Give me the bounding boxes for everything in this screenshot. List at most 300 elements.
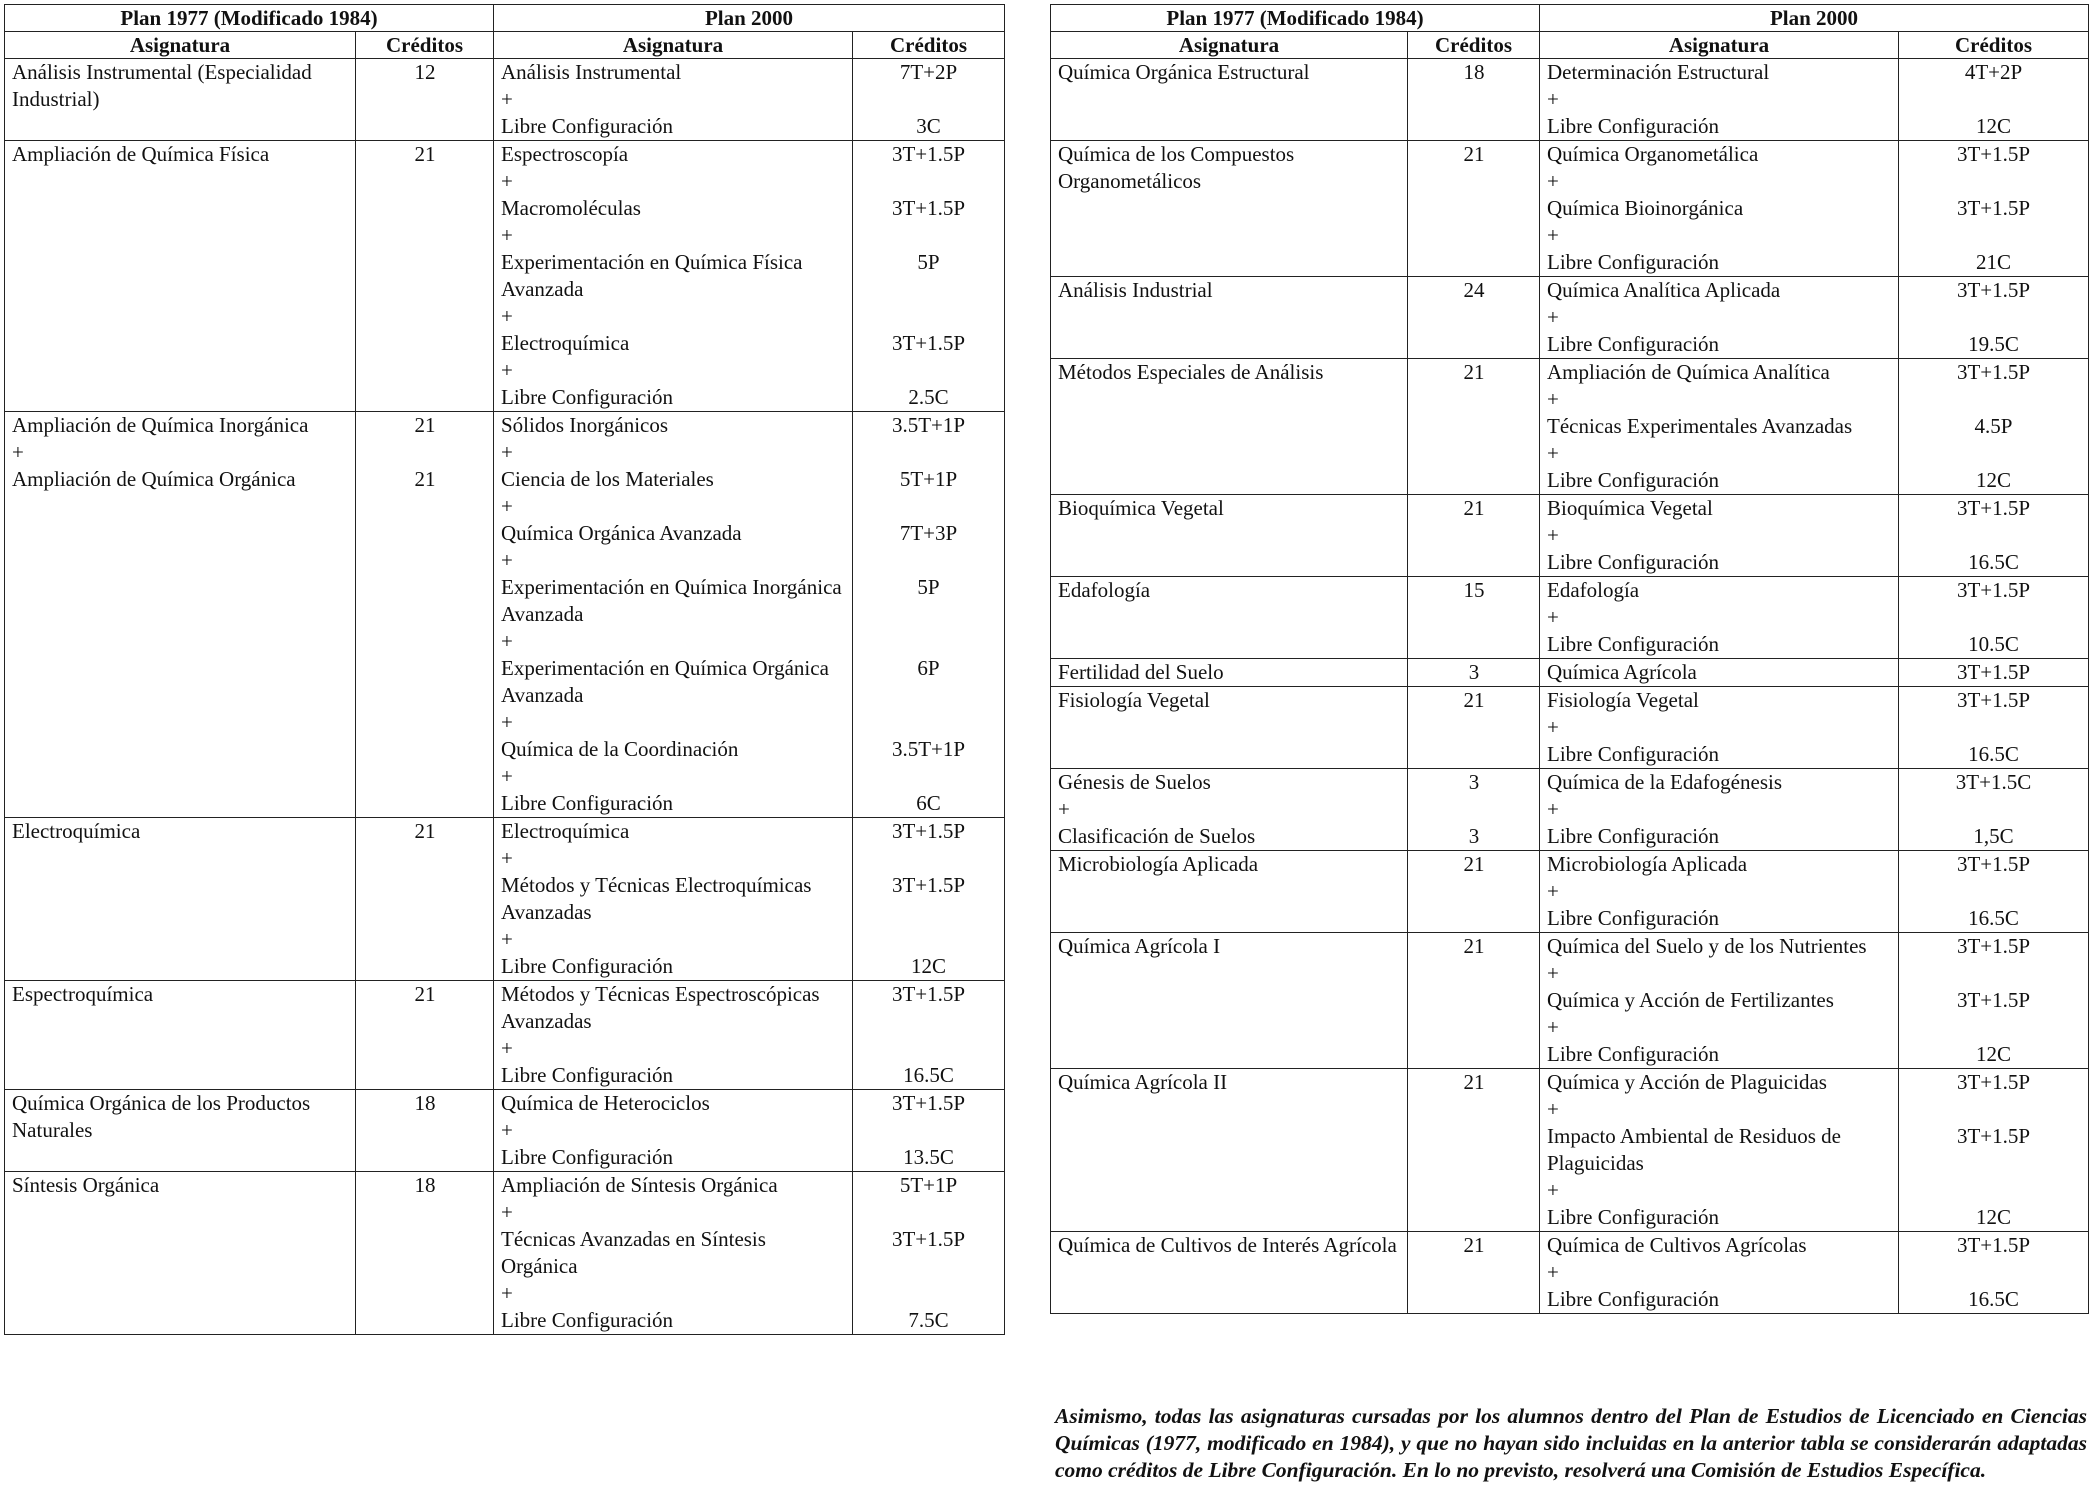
new-subjects-line: +	[501, 87, 513, 111]
col-credits-new-header: Créditos	[853, 32, 1005, 59]
col-credits-header: Créditos	[1408, 32, 1540, 59]
new-credits-line: 3T+1.5P	[891, 331, 966, 355]
new-credits-line	[857, 1035, 1000, 1062]
new-credits-line: 3T+1.5P	[891, 196, 966, 220]
old-credits-line: 12	[414, 60, 436, 84]
table-row	[1051, 1069, 2089, 1232]
new-subjects-line: Libre Configuración	[1547, 1205, 1720, 1229]
old-credits-line: 3	[1468, 770, 1480, 794]
new-subjects-line: +	[501, 494, 513, 518]
new-credits-line	[1903, 522, 2084, 549]
old-credits-cell	[1408, 769, 1540, 851]
new-subjects-cell	[1540, 577, 1899, 659]
new-subjects-line: +	[1547, 223, 1559, 247]
new-credits-line	[857, 222, 1000, 249]
new-credits-line: 3T+1.5C	[1955, 770, 2032, 794]
new-subjects-cell	[494, 981, 853, 1090]
new-subjects-line: +	[501, 304, 513, 328]
new-credits-line: 3T+1.5P	[1956, 278, 2031, 302]
new-credits-line: 3T+1.5P	[1956, 660, 2031, 684]
new-subjects-line: Impacto Ambiental de Residuos de Plaguicidas	[1547, 1124, 1841, 1175]
table-row	[5, 59, 1005, 141]
new-credits-line	[1903, 1177, 2084, 1204]
new-credits-line: 6C	[916, 791, 941, 815]
old-subject-line: Química Orgánica de los Productos Naturales	[12, 1091, 311, 1142]
new-credits-line	[1903, 440, 2084, 467]
old-subject-line: Química de Cultivos de Interés Agrícola	[1058, 1233, 1397, 1257]
old-subject-line: Espectroquímica	[12, 982, 154, 1006]
new-credits-line	[857, 763, 1000, 790]
new-credits-line: 3T+1.5P	[1956, 852, 2031, 876]
new-credits-cell	[1899, 687, 2089, 769]
new-credits-line: 16.5C	[1968, 742, 2019, 766]
new-subjects-line: Libre Configuración	[501, 1308, 674, 1332]
new-subjects-line: +	[501, 1118, 513, 1142]
new-subjects-line: +	[501, 440, 513, 464]
new-subjects-line: Química y Acción de Plaguicidas	[1547, 1070, 1827, 1094]
new-credits-cell	[1899, 59, 2089, 141]
new-subjects-line: +	[1547, 715, 1559, 739]
new-credits-line	[1903, 1259, 2084, 1286]
new-credits-line: 3T+1.5P	[1956, 688, 2031, 712]
old-subject-cell	[1051, 769, 1408, 851]
new-credits-cell	[853, 59, 1005, 141]
new-credits-line	[1903, 386, 2084, 413]
new-subjects-line: +	[1547, 1260, 1559, 1284]
new-subjects-line: +	[1547, 441, 1559, 465]
new-subjects-line: +	[501, 169, 513, 193]
new-subjects-line: +	[1547, 523, 1559, 547]
new-credits-line: 3T+1.5P	[1956, 142, 2031, 166]
new-subjects-line: Libre Configuración	[501, 1063, 674, 1087]
table-row	[1051, 495, 2089, 577]
new-subjects-line: Métodos y Técnicas Electroquímicas Avanzadas	[501, 873, 812, 924]
new-credits-line: 5T+1P	[899, 1173, 958, 1197]
old-subject-cell	[5, 141, 356, 412]
new-subjects-line: +	[501, 764, 513, 788]
new-subjects-line: +	[501, 358, 513, 382]
new-credits-line: 3.5T+1P	[891, 737, 966, 761]
new-subjects-line: Libre Configuración	[1547, 906, 1720, 930]
new-subjects-line: Libre Configuración	[1547, 332, 1720, 356]
new-subjects-line: Ampliación de Síntesis Orgánica	[501, 1173, 778, 1197]
new-subjects-line: +	[1547, 87, 1559, 111]
old-credits-line: 21	[1463, 852, 1485, 876]
new-subjects-line: Libre Configuración	[1547, 114, 1720, 138]
old-credits-cell	[1408, 933, 1540, 1069]
new-credits-cell	[853, 1172, 1005, 1335]
new-subjects-line: Libre Configuración	[1547, 1042, 1720, 1066]
new-subjects-line: +	[501, 548, 513, 572]
new-subjects-cell	[494, 1090, 853, 1172]
new-credits-line: 21C	[1975, 250, 2011, 274]
new-credits-line	[1903, 960, 2084, 987]
new-subjects-line: +	[1547, 305, 1559, 329]
old-subject-cell	[1051, 577, 1408, 659]
new-credits-line	[857, 439, 1000, 466]
new-subjects-line: +	[1547, 169, 1559, 193]
plan-new-header: Plan 2000	[1540, 5, 2089, 32]
new-credits-line	[857, 168, 1000, 195]
col-credits-new-header: Créditos	[1899, 32, 2089, 59]
new-credits-cell	[1899, 359, 2089, 495]
new-subjects-cell	[1540, 1069, 1899, 1232]
old-credits-cell	[1408, 141, 1540, 277]
old-subject-cell	[1051, 659, 1408, 687]
old-credits-cell	[356, 1172, 494, 1335]
old-subject-line: Métodos Especiales de Análisis	[1058, 360, 1324, 384]
new-credits-line	[1903, 796, 2084, 823]
new-credits-line	[1903, 1014, 2084, 1041]
new-subjects-cell	[494, 59, 853, 141]
old-credits-line: 3	[1468, 660, 1480, 684]
new-subjects-line: +	[501, 223, 513, 247]
old-subject-cell	[1051, 687, 1408, 769]
new-subjects-line: Química Orgánica Avanzada	[501, 521, 742, 545]
new-credits-line: 5P	[917, 575, 940, 599]
new-credits-line	[857, 493, 1000, 520]
new-subjects-line: +	[501, 710, 513, 734]
table-row	[1051, 769, 2089, 851]
new-credits-line	[857, 709, 1000, 736]
old-subject-cell	[1051, 141, 1408, 277]
table-row	[1051, 933, 2089, 1069]
new-subjects-line: +	[1547, 605, 1559, 629]
new-subjects-cell	[1540, 933, 1899, 1069]
old-credits-cell	[356, 412, 494, 818]
new-subjects-cell	[1540, 495, 1899, 577]
new-subjects-line: +	[1547, 879, 1559, 903]
plan-new-header: Plan 2000	[494, 5, 1005, 32]
new-subjects-line: Libre Configuración	[501, 1145, 674, 1169]
old-subject-line: Química Agrícola I	[1058, 934, 1221, 958]
new-credits-line: 5T+1P	[899, 467, 958, 491]
col-subject-new-header: Asignatura	[494, 32, 853, 59]
new-credits-line	[857, 845, 1000, 872]
plan-old-header: Plan 1977 (Modificado 1984)	[5, 5, 494, 32]
old-credits-cell	[1408, 687, 1540, 769]
new-subjects-cell	[494, 141, 853, 412]
old-subject-line: Edafología	[1058, 578, 1151, 602]
new-credits-line: 3T+1.5P	[1956, 1233, 2031, 1257]
old-credits-cell	[1408, 359, 1540, 495]
new-credits-line	[1903, 86, 2084, 113]
table-row	[5, 412, 1005, 818]
new-subjects-line: Química de Cultivos Agrícolas	[1547, 1233, 1807, 1257]
equivalence-table-left	[4, 4, 1005, 1335]
new-credits-line: 3T+1.5P	[1956, 988, 2031, 1012]
old-subject-line: Análisis Instrumental (Especialidad Industrial)	[12, 60, 312, 111]
old-credits-line: 15	[1463, 578, 1485, 602]
old-subject-line: +	[12, 440, 24, 464]
old-subject-line: Bioquímica Vegetal	[1058, 496, 1224, 520]
new-credits-line	[1903, 222, 2084, 249]
table-row	[1051, 359, 2089, 495]
old-credits-cell	[1408, 851, 1540, 933]
old-credits-line: 21	[1463, 360, 1485, 384]
new-subjects-line: Sólidos Inorgánicos	[501, 413, 669, 437]
new-credits-line: 19.5C	[1968, 332, 2019, 356]
new-subjects-line: Química del Suelo y de los Nutrientes	[1547, 934, 1867, 958]
new-credits-line: 6P	[917, 656, 940, 680]
new-credits-line	[857, 547, 1000, 574]
new-subjects-line: +	[1547, 1178, 1559, 1202]
new-credits-line	[1903, 304, 2084, 331]
col-subject-header: Asignatura	[1051, 32, 1408, 59]
new-credits-line: 3T+1.5P	[891, 1091, 966, 1115]
old-credits-line: 18	[414, 1173, 436, 1197]
new-subjects-cell	[1540, 769, 1899, 851]
new-credits-line: 1,5C	[1973, 824, 2014, 848]
new-credits-line: 12C	[1975, 468, 2011, 492]
new-subjects-line: +	[501, 846, 513, 870]
new-subjects-line: Macromoléculas	[501, 196, 641, 220]
old-credits-line: 21	[414, 142, 436, 166]
new-subjects-line: Libre Configuración	[1547, 1287, 1720, 1311]
new-subjects-line: Métodos y Técnicas Espectroscópicas Avanzadas	[501, 982, 820, 1033]
new-credits-cell	[1899, 1232, 2089, 1314]
new-subjects-line: +	[1547, 797, 1559, 821]
new-credits-line	[857, 303, 1000, 330]
old-subject-cell	[1051, 1069, 1408, 1232]
old-credits-cell	[1408, 659, 1540, 687]
plan-old-header: Plan 1977 (Modificado 1984)	[1051, 5, 1540, 32]
old-subject-line: Síntesis Orgánica	[12, 1173, 160, 1197]
new-subjects-line: Libre Configuración	[501, 385, 674, 409]
old-subject-cell	[5, 818, 356, 981]
new-credits-line: 3T+1.5P	[891, 819, 966, 843]
old-subject-line: Análisis Industrial	[1058, 278, 1213, 302]
new-credits-line: 3.5T+1P	[891, 413, 966, 437]
new-subjects-line: Ciencia de los Materiales	[501, 467, 714, 491]
new-credits-cell	[853, 141, 1005, 412]
table-row	[1051, 59, 2089, 141]
equivalence-table-right	[1050, 4, 2089, 1314]
old-subject-cell	[1051, 359, 1408, 495]
old-subject-cell	[1051, 1232, 1408, 1314]
new-subjects-line: Electroquímica	[501, 819, 630, 843]
old-subject-cell	[5, 981, 356, 1090]
new-credits-line: 3T+1.5P	[1956, 1070, 2031, 1094]
old-subject-line: Microbiología Aplicada	[1058, 852, 1259, 876]
new-credits-cell	[853, 412, 1005, 818]
new-credits-line: 5P	[917, 250, 940, 274]
new-credits-line	[1903, 604, 2084, 631]
new-subjects-line: Electroquímica	[501, 331, 630, 355]
old-subject-line: Génesis de Suelos	[1058, 770, 1211, 794]
col-credits-header: Créditos	[356, 32, 494, 59]
new-credits-line	[1903, 878, 2084, 905]
new-credits-cell	[853, 981, 1005, 1090]
table-row	[5, 1090, 1005, 1172]
table-row	[1051, 659, 2089, 687]
new-subjects-line: Bioquímica Vegetal	[1547, 496, 1713, 520]
new-subjects-line: Microbiología Aplicada	[1547, 852, 1748, 876]
old-subject-line: Clasificación de Suelos	[1058, 824, 1256, 848]
new-credits-line	[857, 628, 1000, 655]
new-subjects-cell	[1540, 1232, 1899, 1314]
old-credits-line: 21	[414, 819, 436, 843]
new-subjects-line: Edafología	[1547, 578, 1640, 602]
new-subjects-cell	[494, 412, 853, 818]
new-subjects-cell	[1540, 851, 1899, 933]
old-subject-cell	[1051, 851, 1408, 933]
old-subject-line: Ampliación de Química Física	[12, 142, 270, 166]
new-subjects-line: +	[1547, 387, 1559, 411]
old-credits-line	[1415, 796, 1533, 823]
new-subjects-cell	[494, 818, 853, 981]
new-subjects-line: Experimentación en Química Inorgánica Avanzada	[501, 575, 842, 626]
new-subjects-line: +	[501, 629, 513, 653]
old-credits-line: 24	[1463, 278, 1485, 302]
new-subjects-cell	[1540, 687, 1899, 769]
new-subjects-line: Determinación Estructural	[1547, 60, 1770, 84]
new-subjects-line: Libre Configuración	[1547, 632, 1720, 656]
old-subject-line: Fisiología Vegetal	[1058, 688, 1210, 712]
table-row	[1051, 141, 2089, 277]
new-credits-cell	[853, 818, 1005, 981]
new-subjects-cell	[1540, 359, 1899, 495]
table-row	[1051, 277, 2089, 359]
old-subject-cell	[1051, 495, 1408, 577]
old-credits-cell	[356, 981, 494, 1090]
old-credits-line: 21	[1463, 142, 1485, 166]
old-credits-cell	[356, 59, 494, 141]
new-credits-line	[857, 86, 1000, 113]
old-subject-cell	[5, 412, 356, 818]
new-subjects-line: Libre Configuración	[1547, 250, 1720, 274]
old-subject-line: Química Agrícola II	[1058, 1070, 1228, 1094]
old-subject-cell	[5, 1172, 356, 1335]
new-credits-line: 3T+1.5P	[1956, 496, 2031, 520]
new-subjects-line: Análisis Instrumental	[501, 60, 682, 84]
new-credits-line: 4T+2P	[1964, 60, 2023, 84]
new-subjects-line: Química de Heterociclos	[501, 1091, 710, 1115]
new-subjects-line: Libre Configuración	[1547, 468, 1720, 492]
table-row	[5, 818, 1005, 981]
table-row	[5, 141, 1005, 412]
new-subjects-line: +	[501, 1036, 513, 1060]
new-subjects-line: +	[501, 1200, 513, 1224]
new-subjects-line: Química de la Edafogénesis	[1547, 770, 1782, 794]
new-credits-cell	[1899, 577, 2089, 659]
new-credits-line: 2.5C	[908, 385, 949, 409]
new-credits-line	[857, 926, 1000, 953]
new-credits-line: 3T+1.5P	[891, 873, 966, 897]
old-credits-line	[363, 439, 487, 466]
new-credits-cell	[1899, 1069, 2089, 1232]
old-credits-line: 21	[414, 982, 436, 1006]
new-subjects-line: +	[1547, 1097, 1559, 1121]
old-subject-line: Ampliación de Química Orgánica	[12, 467, 296, 491]
new-subjects-line: Libre Configuración	[501, 114, 674, 138]
new-credits-line: 7T+2P	[899, 60, 958, 84]
old-subject-line: Química Orgánica Estructural	[1058, 60, 1310, 84]
new-credits-line	[1903, 168, 2084, 195]
table-row	[1051, 1232, 2089, 1314]
new-credits-line: 16.5C	[903, 1063, 954, 1087]
old-credits-line: 21	[1463, 934, 1485, 958]
old-subject-cell	[1051, 277, 1408, 359]
new-credits-cell	[1899, 933, 2089, 1069]
new-credits-line: 12C	[1975, 1205, 2011, 1229]
new-credits-line: 16.5C	[1968, 906, 2019, 930]
new-subjects-line: Ampliación de Química Analítica	[1547, 360, 1830, 384]
new-subjects-line: +	[501, 1281, 513, 1305]
old-credits-cell	[356, 141, 494, 412]
new-credits-cell	[1899, 141, 2089, 277]
new-subjects-line: Experimentación en Química Orgánica Avanzada	[501, 656, 829, 707]
new-subjects-line: Libre Configuración	[1547, 550, 1720, 574]
old-subject-cell	[1051, 59, 1408, 141]
new-credits-line	[857, 1117, 1000, 1144]
col-subject-header: Asignatura	[5, 32, 356, 59]
old-credits-line: 21	[414, 413, 436, 437]
new-credits-line: 12C	[1975, 114, 2011, 138]
new-credits-line: 3T+1.5P	[1956, 196, 2031, 220]
new-credits-line: 3T+1.5P	[1956, 1124, 2031, 1148]
new-credits-cell	[853, 1090, 1005, 1172]
new-subjects-cell	[494, 1172, 853, 1335]
old-credits-cell	[1408, 1069, 1540, 1232]
old-credits-cell	[1408, 277, 1540, 359]
new-credits-line: 12C	[910, 954, 946, 978]
new-credits-line: 13.5C	[903, 1145, 954, 1169]
old-credits-cell	[1408, 495, 1540, 577]
new-credits-line: 12C	[1975, 1042, 2011, 1066]
old-subject-cell	[5, 1090, 356, 1172]
old-credits-line: 21	[1463, 496, 1485, 520]
new-credits-line: 4.5P	[1974, 414, 2013, 438]
col-subject-new-header: Asignatura	[1540, 32, 1899, 59]
new-credits-line: 16.5C	[1968, 1287, 2019, 1311]
new-subjects-line: Química y Acción de Fertilizantes	[1547, 988, 1834, 1012]
new-subjects-line: Química de la Coordinación	[501, 737, 739, 761]
table-row	[5, 981, 1005, 1090]
new-credits-cell	[1899, 769, 2089, 851]
old-credits-line: 21	[1463, 688, 1485, 712]
new-subjects-line: Libre Configuración	[501, 791, 674, 815]
old-subject-cell	[1051, 933, 1408, 1069]
new-credits-line	[857, 1199, 1000, 1226]
new-subjects-line: Fisiología Vegetal	[1547, 688, 1699, 712]
old-subject-line: Electroquímica	[12, 819, 141, 843]
new-subjects-cell	[1540, 141, 1899, 277]
old-credits-line: 18	[414, 1091, 436, 1115]
new-credits-line	[857, 357, 1000, 384]
table-row	[1051, 577, 2089, 659]
new-subjects-line: Técnicas Avanzadas en Síntesis Orgánica	[501, 1227, 766, 1278]
footnote: Asimismo, todas las asignaturas cursadas por los alumnos dentro del Plan de Estudios de Licenciado en Ciencias Químicas (1977, modificado en 1984), y que no hayan sido incluidas en la anterior tabla se considerarán adaptadas como créditos de Libre Configuración. En lo no previsto, resolverá una Comisión de Estudios Específica.	[1055, 1403, 2087, 1482]
new-subjects-cell	[1540, 659, 1899, 687]
old-subject-line: Ampliación de Química Inorgánica	[12, 413, 309, 437]
new-subjects-cell	[1540, 277, 1899, 359]
new-credits-cell	[1899, 851, 2089, 933]
new-subjects-line: Libre Configuración	[1547, 742, 1720, 766]
new-subjects-line: +	[501, 927, 513, 951]
new-credits-line: 7T+3P	[899, 521, 958, 545]
table-row	[1051, 851, 2089, 933]
old-credits-line: 21	[1463, 1070, 1485, 1094]
new-credits-line: 3T+1.5P	[891, 1227, 966, 1251]
new-subjects-line: Libre Configuración	[501, 954, 674, 978]
new-credits-line: 7.5C	[908, 1308, 949, 1332]
new-subjects-line: Espectroscopía	[501, 142, 629, 166]
old-credits-cell	[1408, 1232, 1540, 1314]
new-credits-line: 3T+1.5P	[891, 142, 966, 166]
old-credits-cell	[1408, 59, 1540, 141]
old-credits-cell	[356, 1090, 494, 1172]
